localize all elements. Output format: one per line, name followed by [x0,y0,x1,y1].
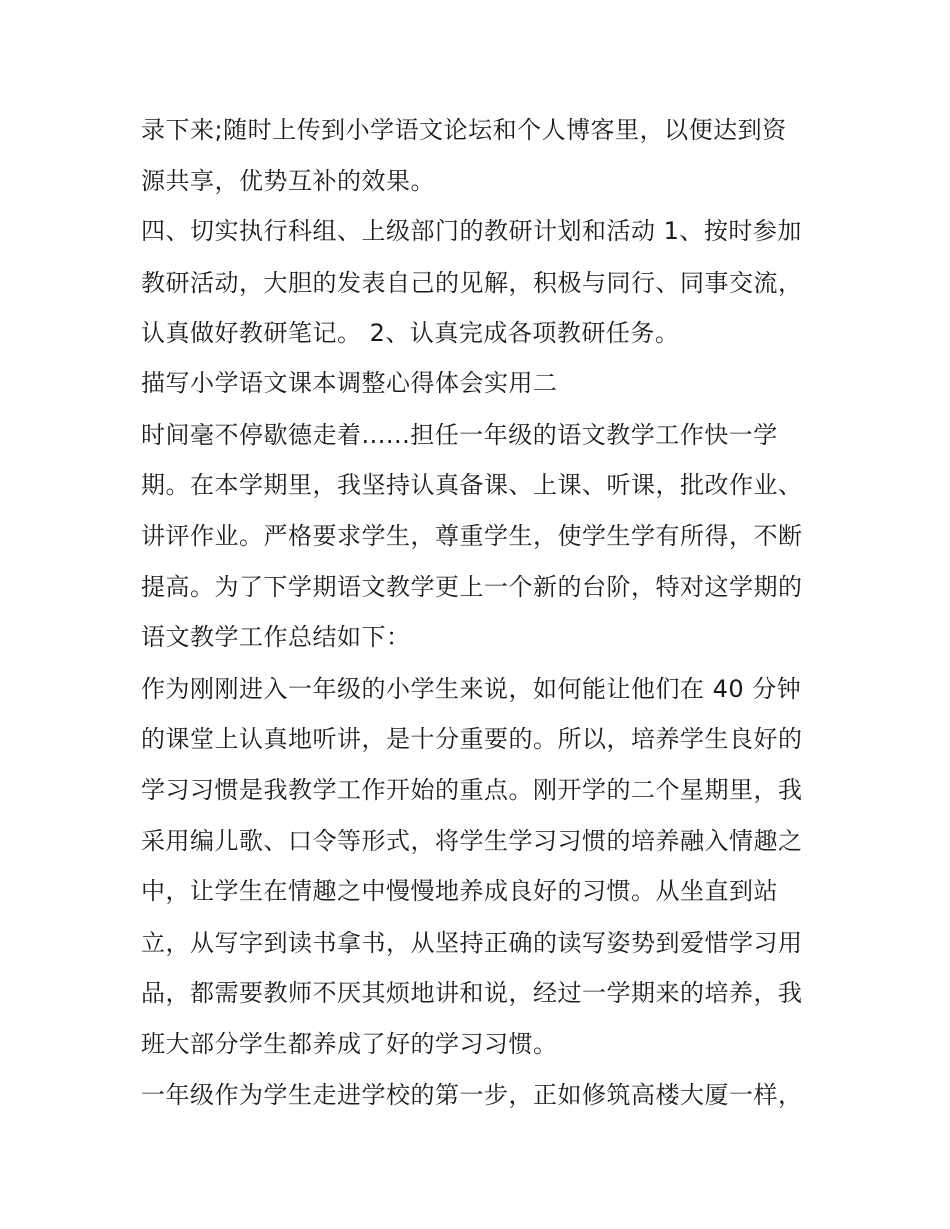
text-line: 的课堂上认真地听讲，是十分重要的。所以，培养学生良好的 [141,725,803,753]
text-line: 语文教学工作总结如下： [141,623,411,651]
text-line: 采用编儿歌、口令等形式，将学生学习习惯的培养融入情趣之 [141,827,803,855]
text-line: 四、切实执行科组、上级部门的教研计划和活动 1、按时参加 [141,217,802,245]
text-line: 时间毫不停歇德走着......担任一年级的语文教学工作快一学 [141,421,778,449]
text-line: 作为刚刚进入一年级的小学生来说，如何能让他们在 40 分钟 [141,675,802,703]
text-line: 品，都需要教师不厌其烦地讲和说，经过一学期来的培养，我 [141,979,803,1007]
text-line: 源共享，优势互补的效果。 [141,167,435,195]
text-line: 立，从写字到读书拿书，从坚持正确的读写姿势到爱惜学习用 [141,929,803,957]
text-line: 一年级作为学生走进学校的第一步，正如修筑高楼大厦一样， [141,1081,803,1109]
text-line: 期。在本学期里，我坚持认真备课、上课、听课，批改作业、 [141,471,803,499]
text-line: 班大部分学生都养成了好的学习习惯。 [141,1030,558,1058]
text-line: 录下来;随时上传到小学语文论坛和个人博客里，以便达到资 [141,116,787,144]
text-line: 学习习惯是我教学工作开始的重点。刚开学的二个星期里，我 [141,776,803,804]
text-line: 教研活动，大胆的发表自己的见解，积极与同行、同事交流， [141,269,803,297]
text-line: 提高。为了下学期语文教学更上一个新的台阶，特对这学期的 [141,573,803,601]
text-line: 讲评作业。严格要求学生，尊重学生，使学生学有所得，不断 [141,522,803,550]
text-line: 认真做好教研笔记。 2、认真完成各项教研任务。 [141,319,680,347]
text-line: 中，让学生在情趣之中慢慢地养成良好的习惯。从坐直到站 [141,877,778,905]
section-heading: 描写小学语文课本调整心得体会实用二 [141,369,558,397]
